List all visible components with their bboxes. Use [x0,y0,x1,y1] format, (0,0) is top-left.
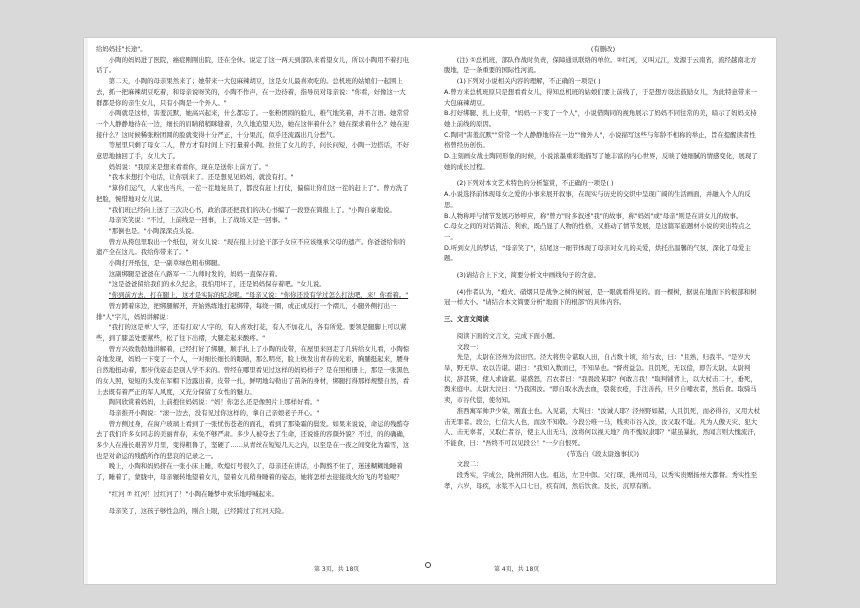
left-column-paragraph: "我本来想打个电话，让你别来了。还是想见见妈妈，就没有打。" [108,173,294,182]
right-column-paragraph: A.小说选择前体现母女之爱的小事来展开叙事，在现实与历史的交织中呈现广阔的生活画面，并融入个人的反思。 [444,190,751,209]
left-column-paragraph: "红河 ⑦ 红河！过红河了！"小陶在睡梦中欢乐地呼喊起来。 [108,489,278,498]
right-column-paragraph: B.人物称呼与情节发展巧妙呼应，称"曾方"时多叙述"我"的故事，称"妈妈"或"母亲"则是在讲女儿的故事。 [444,211,743,220]
left-column-paragraph: 母亲笑笑说："不过，上前线是一回事，上了战场又是一回事。" [108,216,288,225]
right-column-paragraph: C.母女之间的对话简洁、利索，既凸显了人物的性格，又推动了情节发展，是这篇军旅题材小说的突出特点之一。 [444,222,751,241]
right-column-paragraph: (4)作者认为，"炮火、硝烟只是战争之树的树冠，是一眼就看得见的。而一棵树，据说在地面下的根部和树冠一样大小。"请结合本文简要分析"地面下的根部"的具体内容。 [444,287,757,307]
right-column-paragraph: D.主刻画女战士陶同形象的时候，小说浓墨重彩地描写了她丰富的内心世界，反映了她细腻的情感变化，展现了她的成长过程。 [444,152,758,171]
left-column-paragraph: 母亲笑了，这孩子够性急的，刚合上眼，已经跨过了红河天险。 [108,506,288,515]
right-column-paragraph: 文段一： [456,342,483,351]
left-column-paragraph: 第二天，小陶的母亲果然来了；她带来一大包麻辣胡豆，这是女儿最喜欢吃的。总机班的姑娘们一起围上去，抓一把麻辣胡豆吃着，和母亲说呀笑的，小陶不作声，在一边待着，指导员对母亲说："你看，好像这一大群都是你的亲生女儿，只有小陶是一个外人。" [96,77,406,107]
left-column-paragraph: 小陶就是这样，害羞沉默，她高兴起来，什么都忘了。一张粉团圆的脸儿，稚气地笑着，并不言语。她常常一个人静静地待在一边，细长的眉睛稍稍眯缝着，久久地追望天边，她在这伴着什么？她在探求着什么？她在迎接什么？这时候稀张粉团圆的脸就变得十分严正，十分果沉，似乎还流露出几分愁气。 [96,109,410,139]
left-column-paragraph: 陶同欣赏着妈妈，上前抱住妈妈说："妈！你怎么还是像照片上那样好看。" [108,398,320,407]
left-column [96,44,412,516]
right-column-paragraph: 段秀实，字成公，陇州汧阳人也。祖达，左卫中郎。父行琛，洮州司马，以秀实贵赠扬州大都督。秀实性至孝，六岁，母疾，水浆不入口七日，疾有间，然后饮食。及长，沉厚有断。 [444,471,758,490]
left-column-paragraph: "你到前方去，打在腿上，这才是实际的纪念呢。"母亲又说："你你还没有学过怎么打法吧，来！你看着。" [108,291,409,300]
page-footer-right: 第 4页，共 18页 [494,566,540,573]
left-column-paragraph: "这是爸爸留给我们的永久纪念，我怕用坏了，还是妈妈保存着吧。"女儿说。 [108,280,326,289]
right-column-paragraph: 三、文言文阅读 [444,315,489,324]
right-column-paragraph: A.曾方来总机班原只是想看看女儿，得知总机班的姑娘们要上前线了，于是想方设法鼓励女儿，为此特意带来一大包麻辣胡豆。 [444,87,758,107]
left-column-paragraph: 曾方侧过身，在窗户玻璃上看到了一张忧伤苍老的面孔，看到了那染霜的鬓发。如果来说说，命运的残酷夺去了我们许多女同志的美丽青春，未免不够严肃。多少人被夺去了生命，还说谁的容颜外貌？不过，的的确确，多少人在漫长艰苦岁月里，变得粗鲁了，坚硬了……从青丝在短短几天之内，以至是在一夜之间变化为霜雪，这也是对命运的残酷所作的悲哀的记录之一。 [96,419,410,460]
left-column-paragraph: 曾方从挎包里取出一个纸包，对女儿说："现在报上讨论干部子女应不应该继承父母的遗产。你爸爸给你的遗产全在这儿。我给你带来了。" [96,237,406,257]
left-column-paragraph: "那倒也是。"小陶深深点头说。 [108,226,198,235]
exam-sheet [84,38,776,584]
right-column-paragraph: 淮西寓军帅尹少荣，刚直士也。入见谌，大骂曰："汝诚人耶？泾州野如赭，人且饥死，而必得谷，又用大杖击无罪者。段公，仁信大人也，而汝不知敬。今段公唯一马，贱卖市谷入汝，汝又取不耻。凡为人傲天灾、犯大人、击无辜者，又取仁者谷，使主人出无马，汝将何以视天地？尚不愧奴隶耶？"谌虽暴抗，然闻言则大愧流汗，不能食，曰："吾终不可以见段公！"一夕自恨死。 [444,406,761,447]
left-column-paragraph: 妈妈说："我原来是想来看看你，现在是送你上前方了。" [108,162,269,171]
right-column-paragraph: 文段二： [456,460,483,469]
page-divider-icon [425,562,431,568]
right-column-paragraph: (1)下列对小说相关内容的理解，不正确的一项是( ) [456,77,601,86]
right-column-paragraph: (注) ①总机班，部队作战时负责，保障通讯联络的单位。②红河，又叫元江，发源于云南省，流经越南北方腹地，是一条重要的国际性河流。 [444,55,757,75]
right-column [444,44,762,491]
right-column-paragraph: 先是，太尉在泾州为营田官。泾大将焦令谌取人田，自占数十顷，给与农，曰："且熟，归我半。"是岁大旱，野无草。农以告谌。谌曰："我知入数而已，不知旱也。"督责益急。且饥死，无以偿，即告太尉。太尉判状，辞甚巽，使人求谕谌。谌盛怒，召农者曰："我畏段某耶？何敢言我！"取判铺背上，以大杖击二十，垂死，舆来庭中。太尉大泣曰："乃我困汝。"即自取水洗去血，裂裳衣疮，手注善药，旦夕自哺农者，然后食。取骑马卖，市谷代偿，使勿知。 [444,353,757,405]
right-column-paragraph: B.打好绑腿、扎上皮带，"妈妈一下变了一个人"，小说借陶同的视角展示了妈妈不同往常的美，暗示了妈妈支持她上前线的原因。 [444,109,757,128]
left-column-paragraph: 给妈妈挂"长途"。 [96,45,147,53]
right-column-paragraph: C.陶同"害羞沉默""常常一个人静静地待在一边""像外人"，小说描写这些与年龄不相称的举止，旨在提醒读者性格曾经历创伤。 [444,130,756,150]
left-column-paragraph: 曾方蹲着床边，把绑腿解开，开始熟练地打起绑带，每绕一圈，或正或反打一个褶儿，小腿外侧打出一排"人"字儿，妈妈讲解说： [96,301,397,321]
left-column-paragraph: 小陶的妈妈进了医院，癌症刚刚出院，还在全休。说定了这一两天到部队来看望女儿，所以小陶用不着打电话了。 [96,55,410,75]
left-column-paragraph: "我们班已经向上送了三次决心书，政治部还把我们的决心书编了一段登在简报上了。"小陶自豪地说。 [108,205,396,214]
right-column-paragraph: (3)请结合上下文，简要分析文中画线句子的含意。 [456,271,601,280]
left-column-paragraph: 晚上，小陶和妈妈挤在一张小床上睡，吹熄灯号很久了，母亲还在讲话，小陶熬不住了，迷迷糊糊地睡着了，睡着了，蒙胧中，母亲辗转地望着女儿，望着女儿稍身睡着的姿态，她将怎样去迎接战火纷飞的考验呢？ [96,462,403,482]
left-column-paragraph: 等屋里只剩了母女二人，曾方才有时间上下打量着小陶。拉住了女儿的手，问长问短，小陶一边搭话，不好意思地抽回了手，女儿大了。 [96,141,410,161]
left-column-paragraph: "算你们运气，人家也当兵，一茬一茬地复员了，都没有赶上打仗，偏偏让你们这一茬的赶上了"。曾方洗了把脸，惋惜地对女儿说。 [96,184,409,203]
right-column-paragraph: (有删改) [590,45,616,53]
binding-margin [84,38,88,584]
page-footer-left: 第 3页，共 18页 [314,566,360,573]
left-column-paragraph: 这副绑腿是爸爸在八路军一二九师时发的，妈妈一直保存着。 [108,269,282,278]
right-column-paragraph: (节选自《段太尉逸事状》) [566,449,640,458]
left-column-paragraph: "我打的这是单'人'字，还有打双'人'字的，有人喜欢打花，有人不加花儿，各有所爱。要领是腿脚上可以紧些，到了膝盖处要紧些，松了往下出褶，大腿走起来酸疼。" [96,323,407,342]
right-column-paragraph: 阅读下面的文言文，完成下面小题。 [456,331,560,340]
left-column-paragraph: 小陶打开纸包，是一副草绿色粗布绑腿。 [108,259,224,268]
right-column-paragraph: D.听到女儿的梦话，"母亲笑了"，结尾这一细节体现了母亲对女儿的关爱，烘托出温馨的气氛，深化了母爱主题。 [444,243,751,263]
right-column-paragraph: (2)下列对本文艺术特色的分析鉴赏，不正确的一项是( ) [456,179,614,188]
left-column-paragraph: 曾方兴致勃勃地讲解着，已经打好了绑腿，顺手扎上了小陶的皮带，在屋里来回走了几转给女儿看，小陶惊奇地发现，妈妈一下变了一个人，一对细长细长的眼睛，那么明亮，脸上焕发出青春的光彩，胸脯挺起来，腰身自然地扭动着，那步伐姿态是别人学不来的。曾经在哪里看见过这样的妈妈样子？是在照相册上，那是一张黑色的女人照，短短的头发在军帽下边露出着，皮带一扎，鲜明地勾勒出了苗条的身材，绑腿打得那样规整自然，看上去既有着严正的军人风度，又充分保留了女性的魅力。 [96,344,410,396]
left-column-paragraph: 母亲推开小陶说："滚一边去，没有见过你这样的，拿自己亲娘老子开心。" [108,408,320,417]
